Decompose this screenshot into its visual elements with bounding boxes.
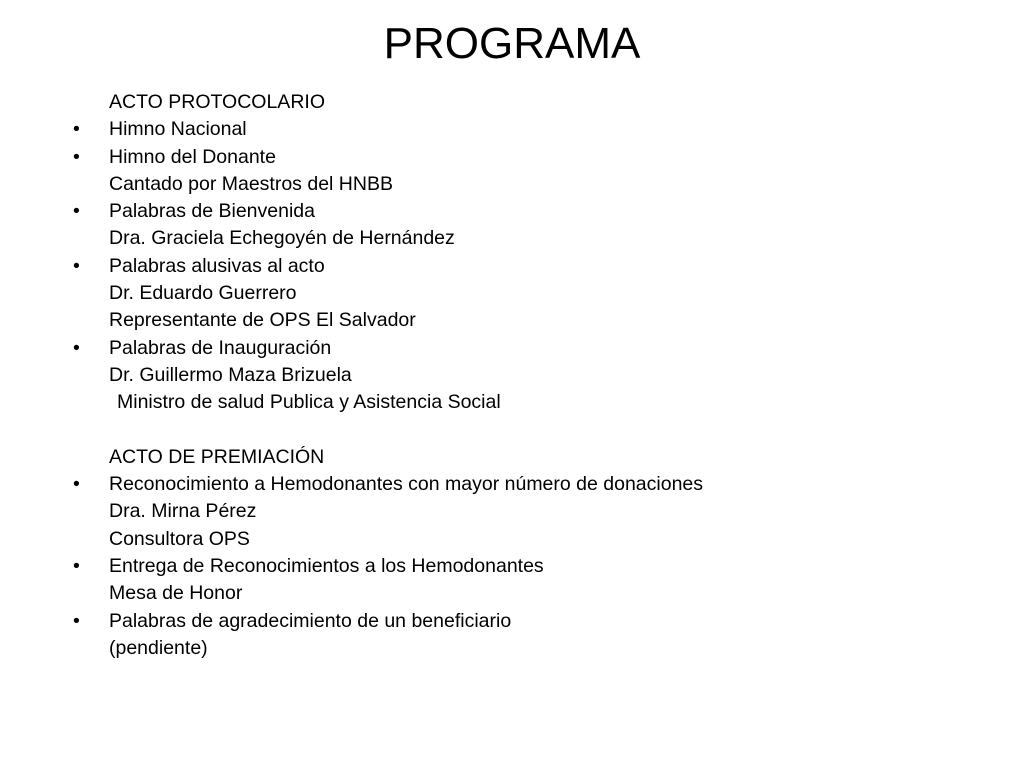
list-item-palabras-alusivas — [73, 253, 973, 280]
list-item-reconocimiento — [73, 471, 973, 498]
program-list — [73, 89, 973, 662]
bullet-icon: • — [73, 609, 80, 632]
section-heading-acto-protocolario: ACTO PROTOCOLARIO — [109, 91, 325, 113]
bullet-icon: • — [73, 254, 80, 277]
list-item-label: Himno del Donante — [109, 145, 276, 168]
list-item-detail: Representante de OPS El Salvador — [109, 309, 416, 332]
list-item-palabras-de-bienvenida — [73, 198, 973, 225]
bullet-icon: • — [73, 555, 80, 578]
list-item-label: Palabras alusivas al acto — [109, 254, 325, 277]
list-item-detail: Mesa de Honor — [109, 582, 243, 605]
slide-title: PROGRAMA — [383, 19, 641, 68]
list-item-detail: Dra. Graciela Echegoyén de Hernández — [109, 227, 455, 250]
list-item-palabras-de-agradecimiento — [73, 608, 973, 635]
bullet-icon: • — [73, 118, 80, 141]
list-item-label: Palabras de agradecimiento de un beneficiario — [109, 609, 512, 632]
list-item-himno-del-donante — [73, 144, 973, 171]
list-item-detail: Dr. Eduardo Guerrero — [109, 282, 297, 305]
list-item-label: Palabras de Inauguración — [109, 336, 332, 359]
list-item-detail: Ministro de salud Publica y Asistencia Social — [117, 391, 501, 414]
list-item-label: Palabras de Bienvenida — [109, 200, 315, 223]
list-item-label: Reconocimiento a Hemodonantes con mayor número de donaciones — [109, 473, 704, 496]
section-spacer — [73, 417, 973, 444]
list-item-detail: Cantado por Maestros del HNBB — [109, 172, 393, 195]
bullet-icon: • — [73, 473, 80, 496]
list-item-entrega-de-reconocimientos — [73, 553, 973, 580]
list-item-label: Himno Nacional — [109, 118, 247, 141]
list-item-himno-nacional — [73, 116, 973, 143]
list-item-detail: Consultora OPS — [109, 527, 250, 550]
list-item-detail: Dra. Mirna Pérez — [109, 500, 257, 523]
list-item-detail: Dr. Guillermo Maza Brizuela — [109, 363, 352, 386]
bullet-icon: • — [73, 336, 80, 359]
bullet-icon: • — [73, 200, 80, 223]
bullet-icon: • — [73, 145, 80, 168]
list-item-detail: (pendiente) — [109, 636, 208, 659]
list-item-label: Entrega de Reconocimientos a los Hemodonantes — [109, 555, 544, 578]
list-item-palabras-de-inauguracion — [73, 335, 973, 362]
section-heading-acto-de-premiacion: ACTO DE PREMIACIÓN — [109, 445, 325, 468]
